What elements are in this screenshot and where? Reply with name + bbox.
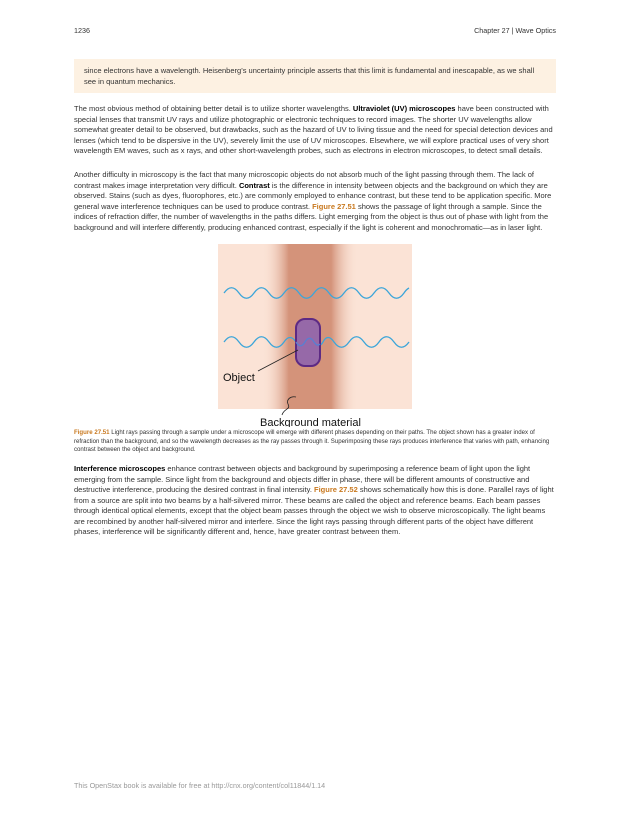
figure-27-52-link[interactable]: Figure 27.52 (314, 485, 358, 494)
object-label: Object (223, 372, 255, 384)
figure-27-51-link[interactable]: Figure 27.51 (312, 201, 356, 211)
figure-caption (74, 429, 556, 455)
p3-text-b: shows schematically how this is done. Parallel rays of light from a source are split into two beams by a half-silvered mirror. These beams are called the object and reference beams. Each beam passes through identical optical elements, except that the object beam passes through the object we wish to observe microscopically. The light beams are recombined by another half-silvered mirror and interfere. Since the light rays passing through different parts of the object have different phases, interference will be significantly different and, hence, have greater contrast between them. (74, 485, 554, 536)
paragraph-contrast (74, 170, 556, 233)
figure-27-51 (218, 244, 412, 427)
term-uv-microscopes: Ultraviolet (UV) microscopes (352, 104, 456, 113)
note-text: since electrons have a wavelength. Heisenberg’s uncertainty principle asserts that this limit is fundamental and inescapable, as we shall see in quantum mechanics. (84, 66, 535, 86)
p2-text-c: shows the passage of light through a sample. Since the indices of refraction differ, the number of wavelengths in the paths differs. Light emerging from the object is thus out of phase with light from the background and will interfere differently, producing enhanced contrast, especially if the light is coherent and monochromatic—as in laser light. (74, 201, 549, 232)
paragraph-uv-microscopes (74, 104, 556, 157)
term-interference-microscopes: Interference microscopes (74, 464, 166, 473)
p2-text-a: Another difficulty in microscopy is the fact that many microscopic objects do not absorb much of the light passing through them. The lack of contrast makes image interpretation very difficult. (74, 170, 534, 190)
caption-text: Light rays passing through a sample under a microscope will emerge with different phases depending on their paths. The object shown has a greater index of refraction than the background, and so the wavelength decreases as the ray passes through it. Superimposing these rays produces interference that varies with path, enhancing contrast between the object and background. (74, 429, 550, 454)
caption-label: Figure 27.51 (74, 429, 110, 436)
sample-object (296, 319, 320, 366)
p1-text-b: have been constructed with special lenses that transmit UV rays and utilize photographic or electronic techniques to record images. The shorter UV wavelengths allow somewhat greater detail to be observed, but drawbacks, such as the hazard of UV to living tissue and the need for special detection devices and lenses (which tend to be dispersive in the UV), severely limit the use of UV microscopes. Elsewhere, we will explore practical uses of very short wavelength EM waves, such as x rays, and other short-wavelength probes, such as electrons in electron microscopes, to detect small details. (74, 104, 553, 155)
background-material-label: Background material (260, 417, 361, 427)
term-contrast: Contrast (238, 180, 270, 190)
p2-text-b: is the difference in intensity between objects and the background on which they are observed. Stains (such as dyes, fluorophores, etc.) are commonly employed to enhance contrast, but these tend to be application specific. More general wave interference techniques can be used to produce contrast. (74, 180, 552, 211)
chapter-title: Chapter 27 | Wave Optics (474, 26, 556, 35)
p3-text-a: enhance contrast between objects and background by superimposing a reference beam of light upon the light emerging from the sample. Since light from the background and objects differ in phase, there will be different amounts of constructive and destructive interference, producing the desired contrast in final intensity. (74, 464, 531, 494)
footer-note: This OpenStax book is available for free at http://cnx.org/content/col11844/1.14 (74, 781, 326, 790)
paragraph-interference-microscopes (74, 464, 556, 538)
page-number: 1236 (74, 26, 90, 35)
p1-text-a: The most obvious method of obtaining better detail is to utilize shorter wavelengths. (74, 104, 353, 113)
note-box (74, 59, 556, 93)
